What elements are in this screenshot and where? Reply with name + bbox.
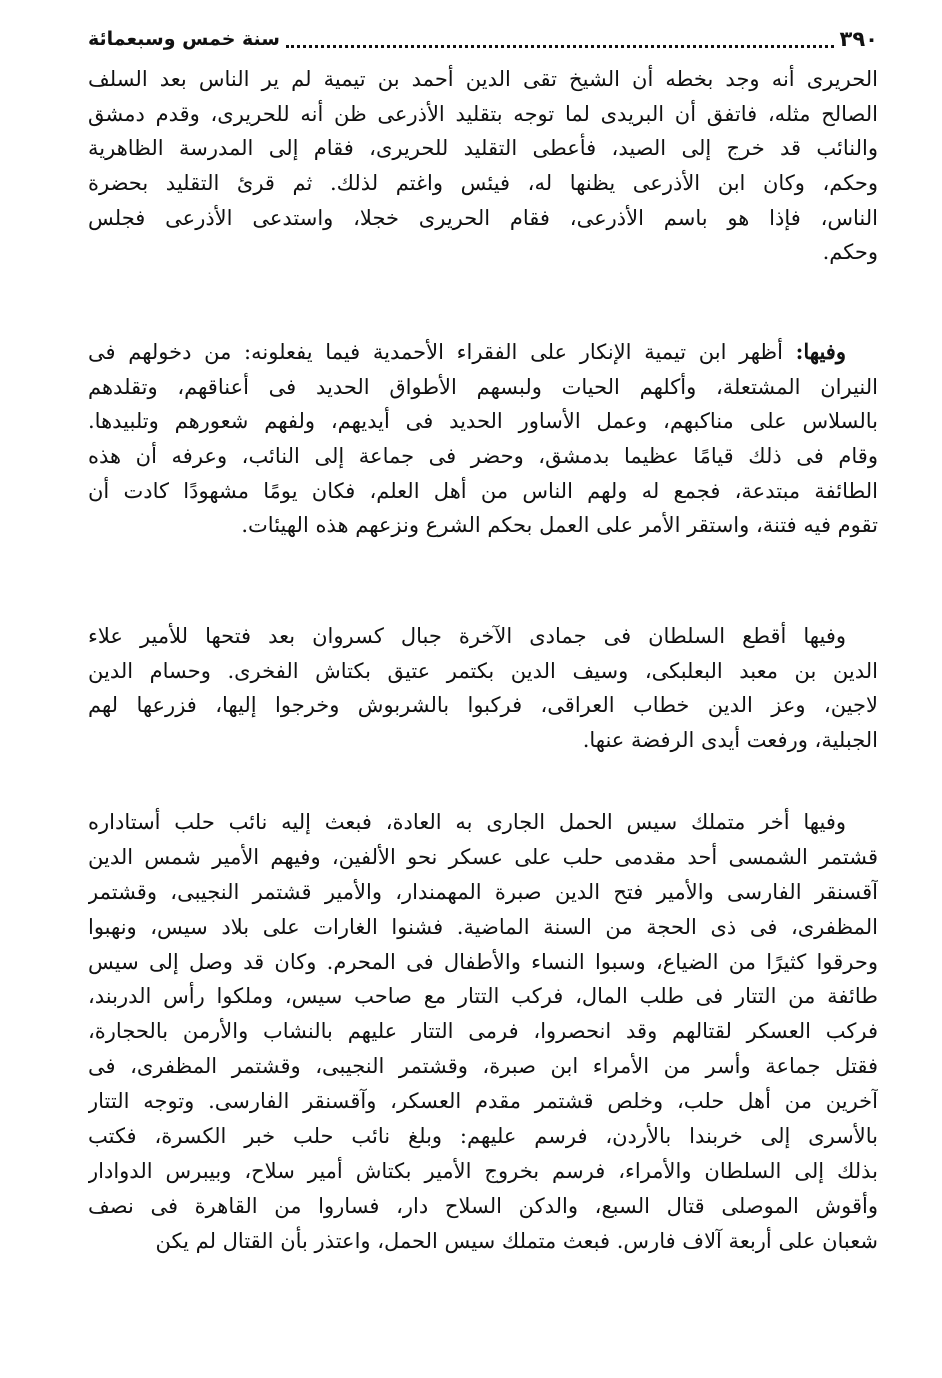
text-line: النيران المشتعلة، وأكلهم الحيات ولبسهم الأطواق الحديد فى أعناقهم، وتقلدهم (88, 374, 878, 399)
text-line: وفيها أخر متملك سيس الحمل الجارى به العادة، فبعث إليه نائب حلب أستاداره (88, 810, 846, 834)
text-line: وحكم. (822, 240, 878, 265)
paragraph-lead: وفيها: (795, 339, 846, 364)
text-line: بالأسرى إلى خربندا بالأردن، فرسم عليهم: وبلغ نائب حلب خبر الكسرة، فكتب (88, 1124, 878, 1149)
text-line: والنائب قد خرج إلى الصيد، فأعطى التقليد للحريرى، فقام إلى المدرسة الظاهرية (88, 136, 878, 161)
text-line: بالسلاس على مناكبهم، وعمل الأساور الحديد فى أيديهم، ولفهم شعورهم وتلبيدها. (88, 409, 878, 434)
text-line: وأقوش الموصلى قتال السبع، والدكن السلاح دار، فساروا من القاهرة فى نصف (88, 1193, 878, 1218)
text-line: آقسنقر الفارسى والأمير فتح الدين صبرة المهمندار، والأمير قشتمر النجيبى، وقشتمر (88, 879, 878, 904)
header-dot-leader (286, 31, 834, 48)
header-title: سنة خمس وسبعمائة (88, 28, 280, 50)
paragraph-1 (88, 62, 878, 270)
text-line: وقام فى ذلك قيامًا عظيما بدمشق، وحضر فى جماعة إلى النائب، وعرفه أن هذه (88, 444, 878, 469)
text-line: لاجين، وعز الدين خطاب العراقى، فركبوا بالشربوش وخرجوا إليها، فزرعها لهم (88, 693, 878, 718)
text-line: قشتمر الشمسى أحد مقدمى حلب على عسكر نحو الألفين، وفيهم الأمير شمس الدين (88, 844, 878, 869)
text-line: فركب العسكر لقتالهم وقد انحصروا، فرمى التتار عليهم بالنشاب والأرمن بالحجارة، (88, 1019, 878, 1044)
text-line: وحرقوا كثيرًا من الضياع، وسبوا النساء والأطفال فى المحرم. وكان قد وصل إلى سيس (88, 949, 878, 974)
text-line: تقوم فيه فتنة، واستقر الأمر على العمل بحكم الشرع ونزعهم هذه الهيئات. (241, 513, 878, 538)
line-text: أظهر ابن تيمية الإنكار على الفقراء الأحمدية فيما يفعلونه: من دخولهم فى (88, 340, 783, 364)
text-line: الجبلية، ورفعت أيدى الرفضة عنها. (582, 728, 878, 753)
paragraph-3 (88, 619, 878, 758)
text-line: الدين بن معبد البعلبكى، وسيف الدين بكتمر عتيق بكتاش الفخرى. وحسام الدين (88, 658, 878, 683)
paragraph-4 (88, 805, 878, 1259)
text-line: شعبان على أربعة آلاف فارس. فبعث متملك سيس الحمل، واعتذر بأن القتال لم يكن (155, 1228, 878, 1253)
text-line (88, 335, 878, 370)
text-line: الطائفة مبتدعة، فجمع له ولهم الناس من أهل العلم، فكان يومًا مشهودًا كادت أن (88, 478, 878, 503)
text-line: الناس، فإذا هو باسم الأذرعى، فقام الحريرى خجلا، واستدعى الأذرعى فجلس (88, 205, 878, 230)
text-line: آخرين من أهل حلب، وخلص قشتمر مقدم العسكر، وآقسنقر الفارسى. وتوجه التتار (88, 1089, 878, 1114)
text-line: الحريرى أنه وجد بخطه أن الشيخ تقى الدين أحمد بن تيمية لم ير الناس بعد السلف (88, 67, 878, 91)
text-line: وفيها أقطع السلطان فى جمادى الآخرة جبال كسروان بعد فتحها للأمير علاء (88, 624, 846, 648)
page-number: ٣٩٠ (839, 27, 878, 51)
text-line: بذلك إلى السلطان والأمراء، فرسم بخروج الأمير بكتاش أمير سلاح، وبيبرس الدوادار (88, 1158, 878, 1183)
paragraph-2 (88, 335, 878, 543)
text-line: فقتل جماعة وأسر من الأمراء ابن صبرة، وقشتمر النجيبى، وقشتمر المظفرى، فى (88, 1054, 878, 1079)
text-line: طائفة من التتار فى طلب المال، فركب التتار مع صاحب سيس، وملكوا رأس الدربند، (88, 984, 878, 1009)
text-line: المظفرى، فى ذى الحجة من السنة الماضية. فشنوا الغارات على بلاد سيس، ونهبوا (88, 914, 878, 939)
running-header (88, 22, 878, 56)
text-line: الصالح مثله، فاتفق أن البريدى لما توجه بتقليد الأذرعى ظن أنه للحريرى، وقدم دمشق (88, 101, 878, 126)
text-line: وحكم، وكان ابن الأذرعى يظنها له، فيئس واغتم لذلك. ثم قرئ التقليد بحضرة (88, 171, 878, 196)
